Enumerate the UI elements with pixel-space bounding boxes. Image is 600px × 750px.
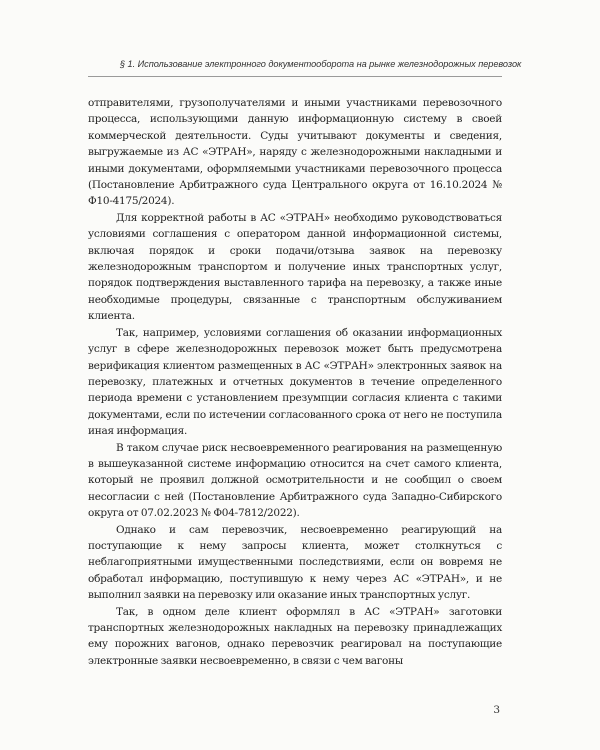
paragraph: Так, в одном деле клиент оформлял в АС «ЭТРАН» заготовки транспортных железнодорожных накладных на перевозку принадлежащих ему порожних вагонов, однако перевозчик реагировал на поступающие электронные заявки несвоевременно, в связи с чем вагоны: [88, 605, 502, 667]
paragraph: Так, например, условиями соглашения об оказании информационных услуг в сфере железнодорожных перевозок может быть предусмотрена верификация клиентом размещенных в АС «ЭТРАН» электронных заявок на перевозку, платежных и отчетных документов в течение определенного периода времени с установлением презумпции согласия клиента с такими документами, если по истечении согласованного срока от него не поступила иная информация.: [88, 326, 502, 438]
header-divider: [88, 76, 502, 77]
running-header: § 1. Использование электронного документооборота на рынке железнодорожных перевозок: [120, 59, 522, 69]
paragraph: В таком случае риск несвоевременного реагирования на размещенную в вышеуказанной системе информацию относится на счет самого клиента, который не проявил должной осмотрительности и не сообщил о своем несогласии с ней (Постановление Арбитражного суда Западно-Сибирского округа от 07.02.2023 № Ф04-7812/2022).: [88, 441, 502, 520]
paragraph: отправителями, грузополучателями и иными участниками перевозочного процесса, использующими данную информационную систему в своей коммерческой деятельности. Суды учитывают документы и сведения, выгружаемые из АС «ЭТРАН», наряду с железнодорожными накладными и иными документами, оформляемыми участниками перевозочного процесса (Постановление Арбитражного суда Центрального округа от 16.10.2024 № Ф10-4175/2024).: [88, 97, 502, 208]
paragraph: Однако и сам перевозчик, несвоевременно реагирующий на поступающие к нему запросы клиента, может столкнуться с неблагоприятными имущественными последствиями, если он вовремя не обработал информацию, поступившую к нему через АС «ЭТРАН», и не выполнил заявки на перевозку или оказание иных транспортных услуг.: [88, 523, 502, 602]
paragraph: Для корректной работы в АС «ЭТРАН» необходимо руководствоваться условиями соглашения с оператором данной информационной системы, включая порядок и сроки подачи/отзыва заявок на перевозку железнодорожным транспортом и получение иных транспортных услуг, порядок подтверждения выставленного тарифа на перевозку, а также иные необходимые процедуры, связанные с транспортным обслуживанием клиента.: [88, 211, 502, 323]
body-text: [88, 95, 502, 669]
page-number: 3: [493, 704, 500, 716]
